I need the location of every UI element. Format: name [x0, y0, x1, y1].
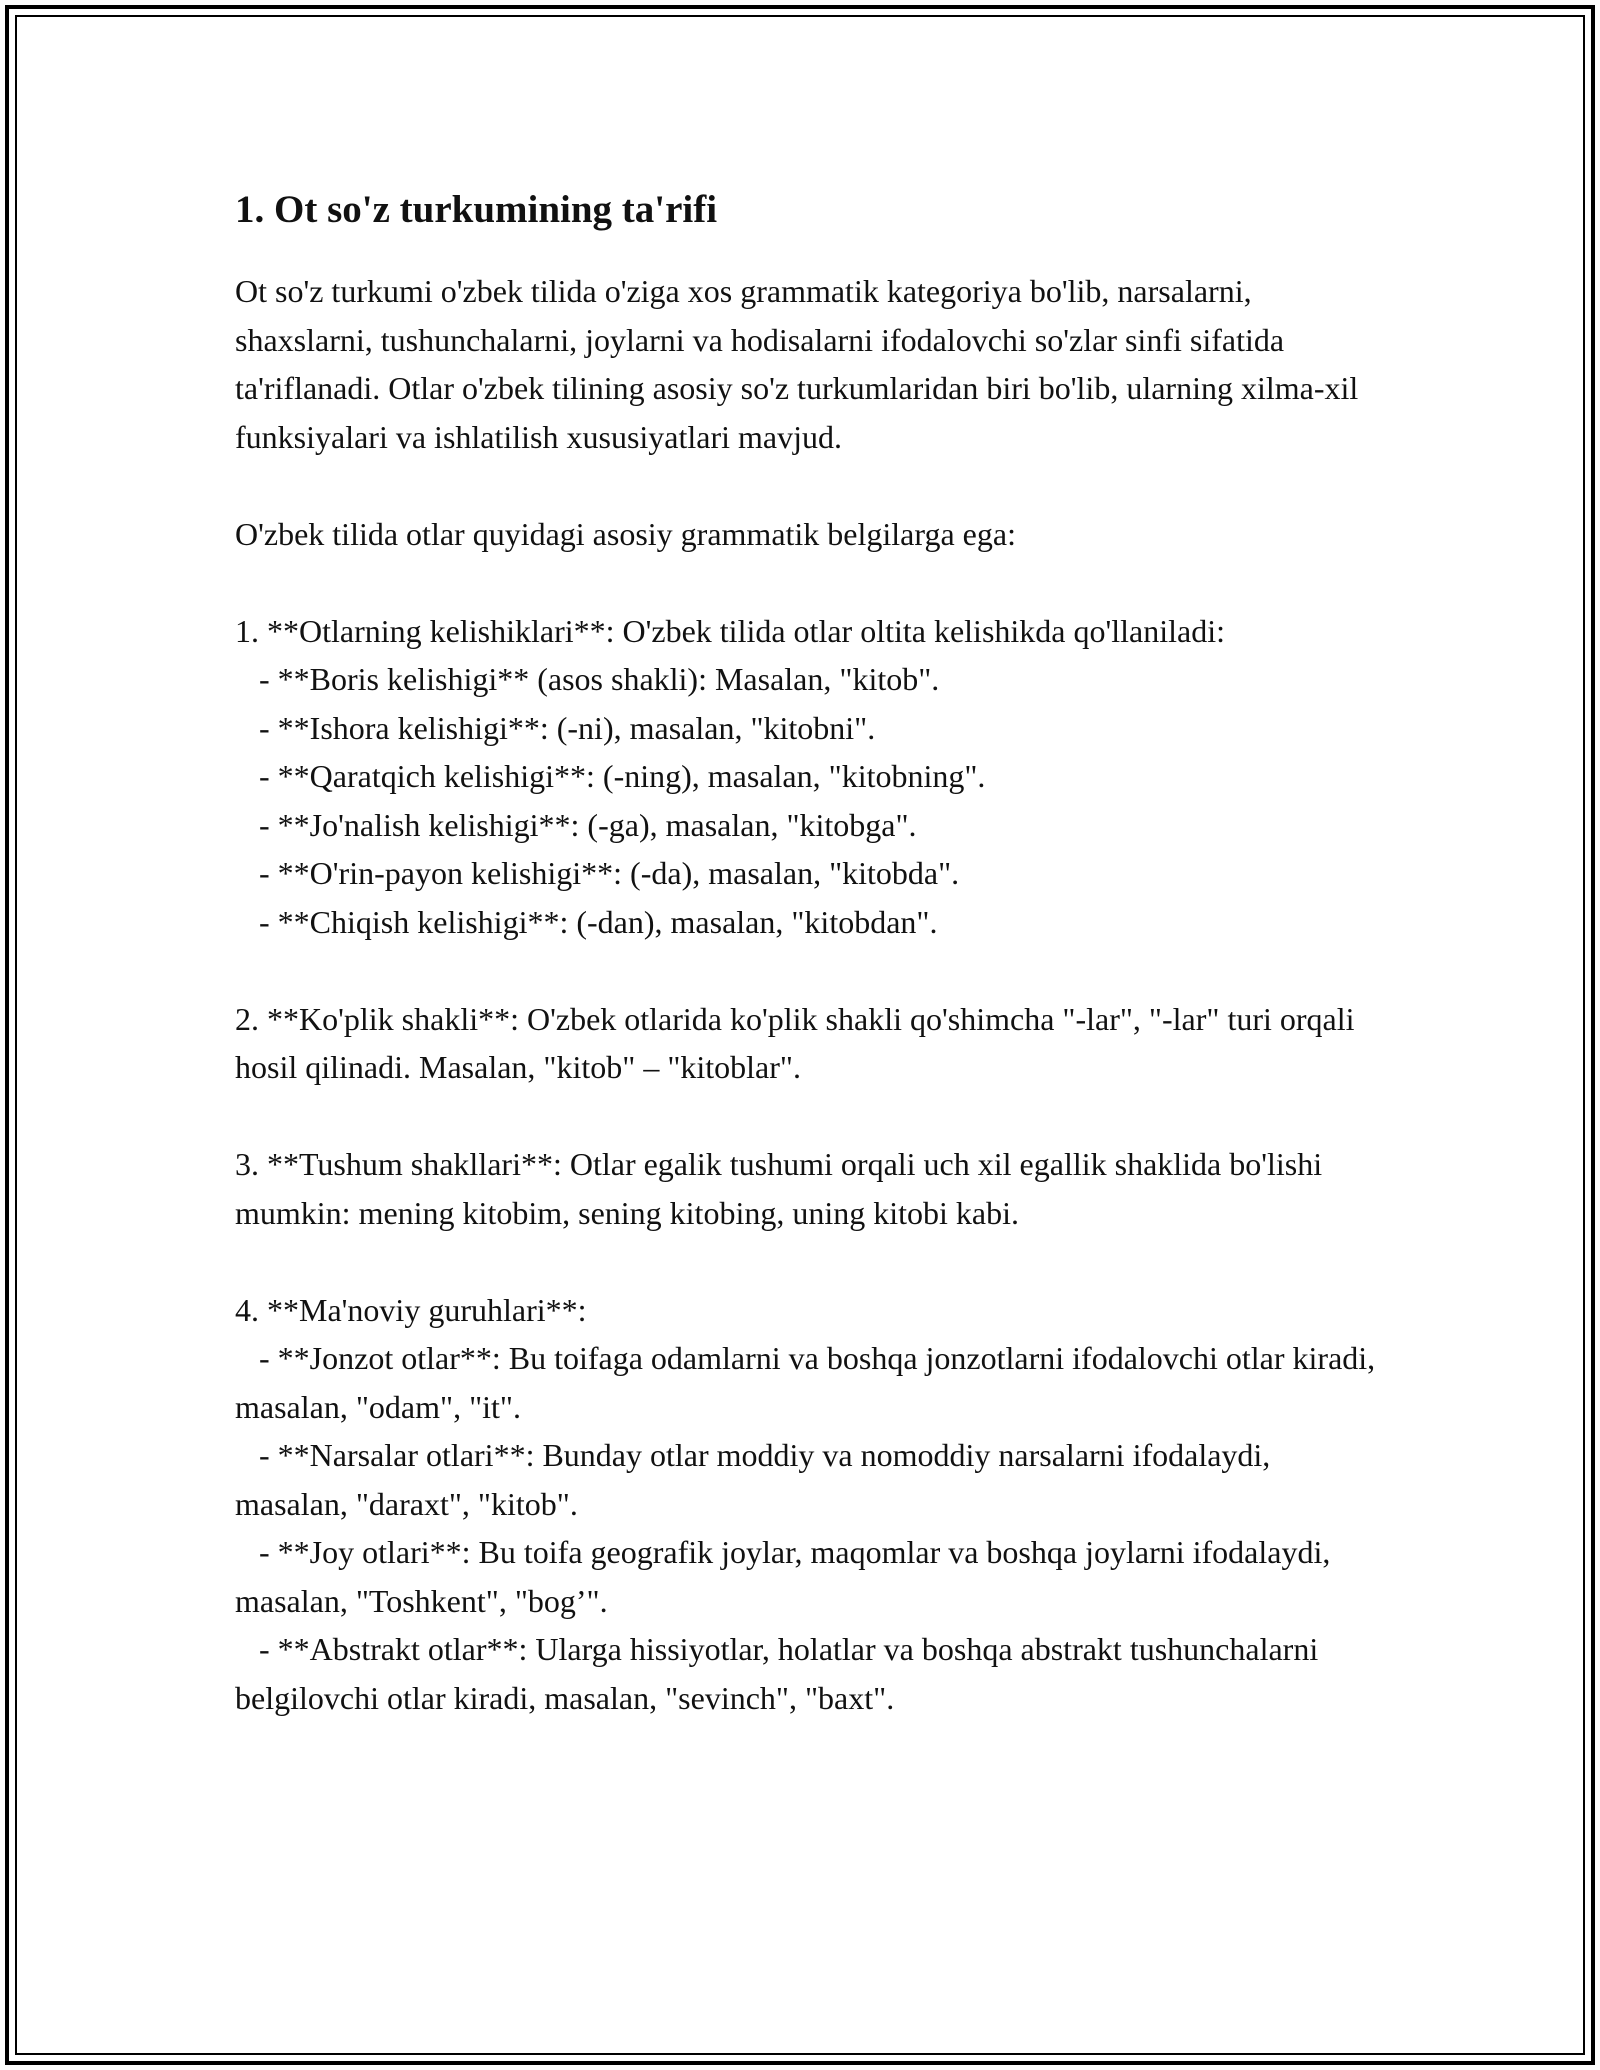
item-4-sub-narsalar: - **Narsalar otlari**: Bunday otlar moddiy va nomoddiy narsalarni ifodalaydi, masalan, "daraxt", "kitob". — [235, 1437, 1279, 1522]
section-title: 1. Ot so'z turkumining ta'rifi — [235, 188, 718, 231]
intro-paragraph: Ot so'z turkumi o'zbek tilida o'ziga xos grammatik kategoriya bo'lib, narsalarni, shaxslarni, tushunchalarni, joylarni va hodisalarni ifodalovchi so'zlar sinfi sifatida ta'riflanadi. Otlar o'zbek tilining asosiy so'z turkumlaridan biri bo'lib, ularning xilma-xil funksiyalari va ishlatilish xususiyatlari mavjud. — [235, 273, 1359, 455]
item-2-paragraph: 2. **Ko'plik shakli**: O'zbek otlarida ko'plik shakli qo'shimcha "-lar", "-lar" turi orqali hosil qilinadi. Masalan, "kitob" – "kitoblar". — [235, 1000, 1355, 1085]
spacer — [235, 1092, 1385, 1141]
item-1-sub-chiqish: - **Chiqish kelishigi**: (-dan), masalan, "kitobdan". — [235, 903, 938, 940]
item-1-sub-jonalish: - **Jo'nalish kelishigi**: (-ga), masalan, "kitobga". — [235, 806, 917, 843]
spacer — [235, 946, 1385, 995]
item-4-sub-joy: - **Joy otlari**: Bu toifa geografik joylar, maqomlar va boshqa joylarni ifodalaydi, masalan, "Toshkent", "bog’". — [235, 1534, 1339, 1619]
document-body — [235, 185, 1385, 1722]
item-1-sub-ishora: - **Ishora kelishigi**: (-ni), masalan, "kitobni". — [235, 709, 876, 746]
item-1-sub-boris: - **Boris kelishigi** (asos shakli): Masalan, "kitob". — [235, 661, 940, 697]
spacer — [235, 1237, 1385, 1286]
item-1-sub-orin-payon: - **O'rin-payon kelishigi**: (-da), masalan, "kitobda". — [235, 855, 960, 891]
item-4-sub-abstrakt: - **Abstrakt otlar**: Ularga hissiyotlar, holatlar va boshqa abstrakt tushunchalarni belgilovchi otlar kiradi, masalan, "sevinch", "baxt". — [235, 1631, 1327, 1716]
spacer — [235, 461, 1385, 510]
item-4-sub-jonzot: - **Jonzot otlar**: Bu toifaga odamlarni va boshqa jonzotlarni ifodalovchi otlar kiradi, masalan, "odam", "it". — [235, 1340, 1384, 1425]
item-1-sub-qaratqich: - **Qaratqich kelishigi**: (-ning), masalan, "kitobning". — [235, 758, 986, 794]
item-1-heading: 1. **Otlarning kelishiklari**: O'zbek tilida otlar oltita kelishikda qo'llaniladi: — [235, 612, 1225, 649]
lead-paragraph: O'zbek tilida otlar quyidagi asosiy grammatik belgilarga ega: — [235, 515, 1016, 552]
item-4-heading: 4. **Ma'noviy guruhlari**: — [235, 1291, 587, 1328]
item-3-paragraph: 3. **Tushum shakllari**: Otlar egalik tushumi orqali uch xil egallik shaklida bo'lishi mumkin: mening kitobim, sening kitobing, uning kitobi kabi. — [235, 1146, 1323, 1231]
spacer — [235, 558, 1385, 607]
